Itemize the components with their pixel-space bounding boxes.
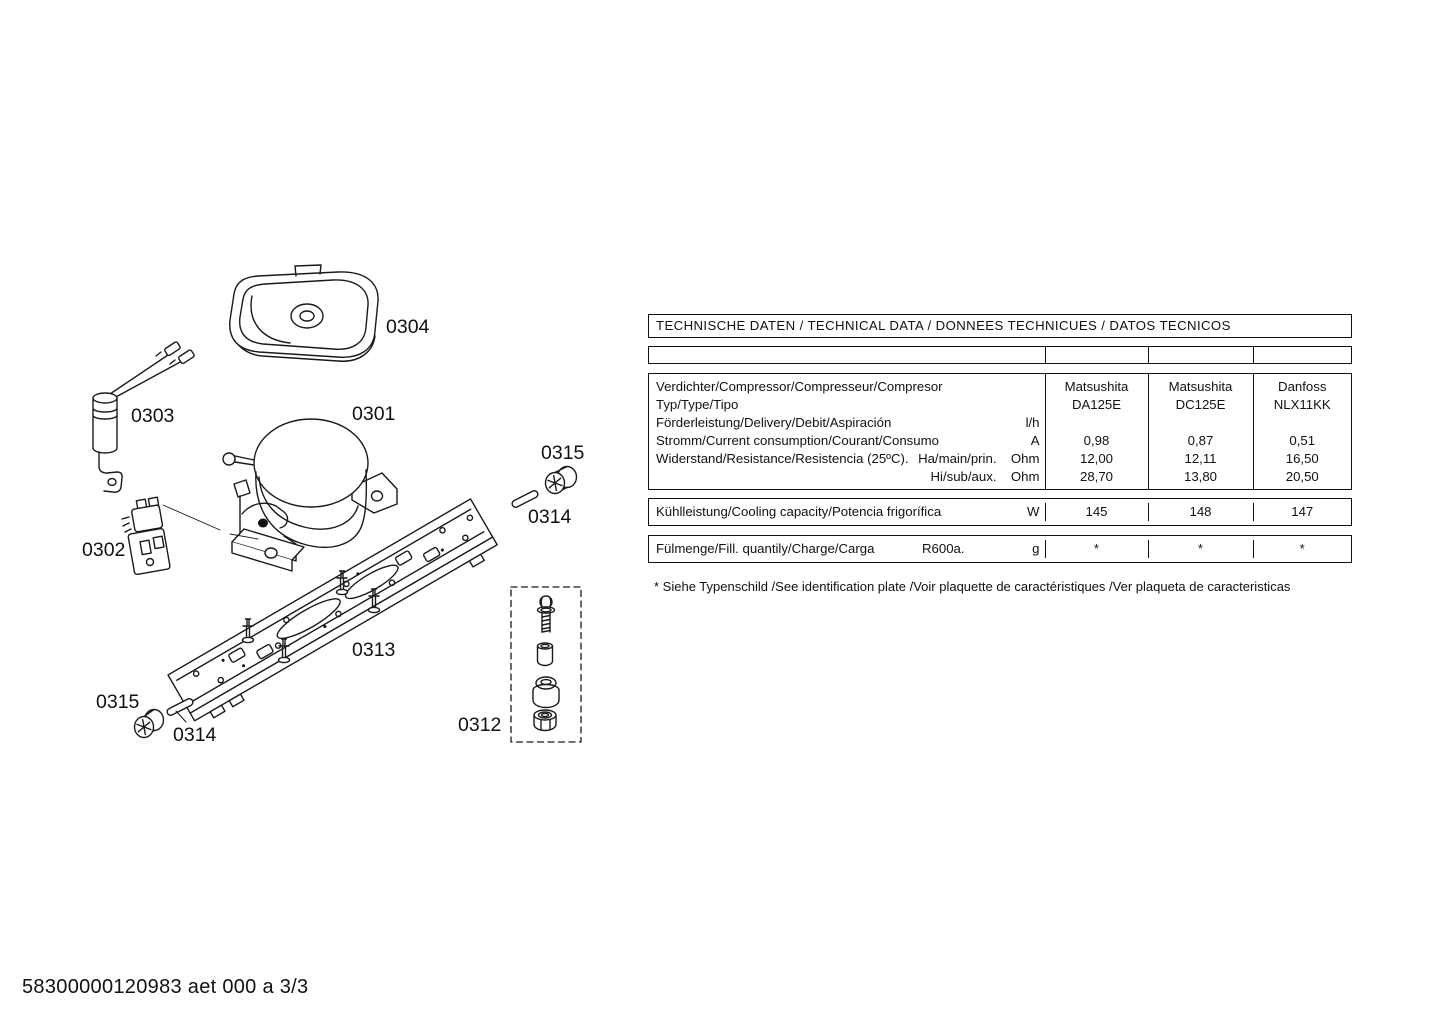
spec-label: Typ/Type/Tipo [656,397,739,412]
spec-values-col1 [1045,374,1148,489]
spec-values-col2 [1148,374,1253,489]
charge-value: * [1045,540,1148,558]
spec-value: 0,51 [1289,433,1316,448]
table-cooling-row [648,498,1352,526]
spec-value: Danfoss [1278,379,1327,394]
table-title: TECHNISCHE DATEN / TECHNICAL DATA / DONNEES TECHNICUES / DATOS TECNICOS [648,314,1352,338]
part-drip-tray [230,265,378,361]
table-footnote: * Siehe Typenschild /See identification plate /Voir plaquette de caractéristiques /Ver plaqueta de caracteristicas [654,579,1291,594]
spec-sublabel: Ha/main/prin. [918,451,997,466]
part-label-pin-bottom: 0314 [173,724,217,746]
spec-label: Verdichter/Compressor/Compresseur/Compresor [656,379,943,394]
part-hardware-kit [511,587,581,742]
header-cell-col3 [1253,347,1352,363]
spec-unit: Ohm [1010,469,1040,484]
charge-unit: g [1032,541,1040,556]
spec-value [1254,414,1352,432]
cooling-value: 148 [1148,503,1253,521]
spec-value [1046,414,1148,432]
spec-labels-column [649,374,1045,489]
spec-row [649,468,1045,486]
spec-row [649,378,1045,396]
spec-unit [1007,378,1040,396]
cooling-label: Kühlleistung/Cooling capacity/Potencia frigorífica [656,504,942,519]
part-label-grommet-bottom: 0315 [96,691,140,713]
spec-value: 28,70 [1079,469,1113,484]
cooling-label-cell [649,503,1045,521]
spec-label: Widerstand/Resistance/Resistencia (25ºC). [656,451,909,466]
spec-unit [1007,396,1040,414]
spec-value: 0,98 [1083,433,1110,448]
cooling-value: 147 [1253,503,1352,521]
table-spec-block [648,373,1352,490]
spec-value: 12,11 [1184,451,1217,466]
spec-value: DA125E [1071,397,1122,412]
part-label-dryer: 0303 [131,405,175,427]
spec-value: 12,00 [1079,451,1113,466]
spec-unit: Ohm [1010,451,1040,466]
spec-label: Förderleistung/Delivery/Debit/Aspiración [656,415,892,430]
part-label-pin-top: 0314 [528,506,572,528]
spec-value: 0,87 [1187,433,1214,448]
spec-value: 13,80 [1183,469,1217,484]
part-label-rail: 0313 [352,639,396,661]
cooling-value: 145 [1045,503,1148,521]
charge-value: * [1253,540,1352,558]
technical-data-table [648,314,1352,596]
spec-values-col3 [1253,374,1352,489]
spec-unit: l/h [1025,415,1040,430]
part-label-grommet-top: 0315 [541,442,585,464]
spec-value: 16,50 [1285,451,1319,466]
spec-row [649,450,1045,468]
cooling-unit: W [1027,504,1040,519]
header-cell-label [649,347,1045,363]
spec-sublabel: Hi/sub/aux. [930,469,997,484]
part-grommet-bottom [135,710,164,738]
document-code: 58300000120983 aet 000 a 3/3 [22,976,309,998]
spec-row [649,396,1045,414]
charge-value: * [1148,540,1253,558]
spec-value: NLX11KK [1273,397,1331,412]
spec-value: DC125E [1175,397,1226,412]
part-label-tray: 0304 [386,316,430,338]
part-mounting-rail [168,499,501,727]
header-cell-col2 [1148,347,1253,363]
part-compressor [223,419,397,571]
part-grommet-top [546,467,577,494]
header-cell-col1 [1045,347,1148,363]
spec-unit: A [1030,433,1040,448]
spec-value: Matsushita [1064,379,1129,394]
spec-row [649,414,1045,432]
table-charge-row [648,535,1352,563]
charge-label-cell [649,540,1045,558]
spec-label: Stromm/Current consumption/Courant/Consumo [656,433,939,448]
spec-value: 20,50 [1285,469,1319,484]
spec-value [1149,414,1253,432]
charge-label: Fülmenge/Fill. quantily/Charge/Carga [656,541,875,556]
part-label-relay: 0302 [82,539,126,561]
charge-refrigerant: R600a. [922,541,965,556]
spec-row [649,432,1045,450]
table-header-row [648,346,1352,364]
part-label-hardware-kit: 0312 [458,714,502,736]
spec-value: Matsushita [1168,379,1233,394]
part-label-compressor: 0301 [352,403,396,425]
